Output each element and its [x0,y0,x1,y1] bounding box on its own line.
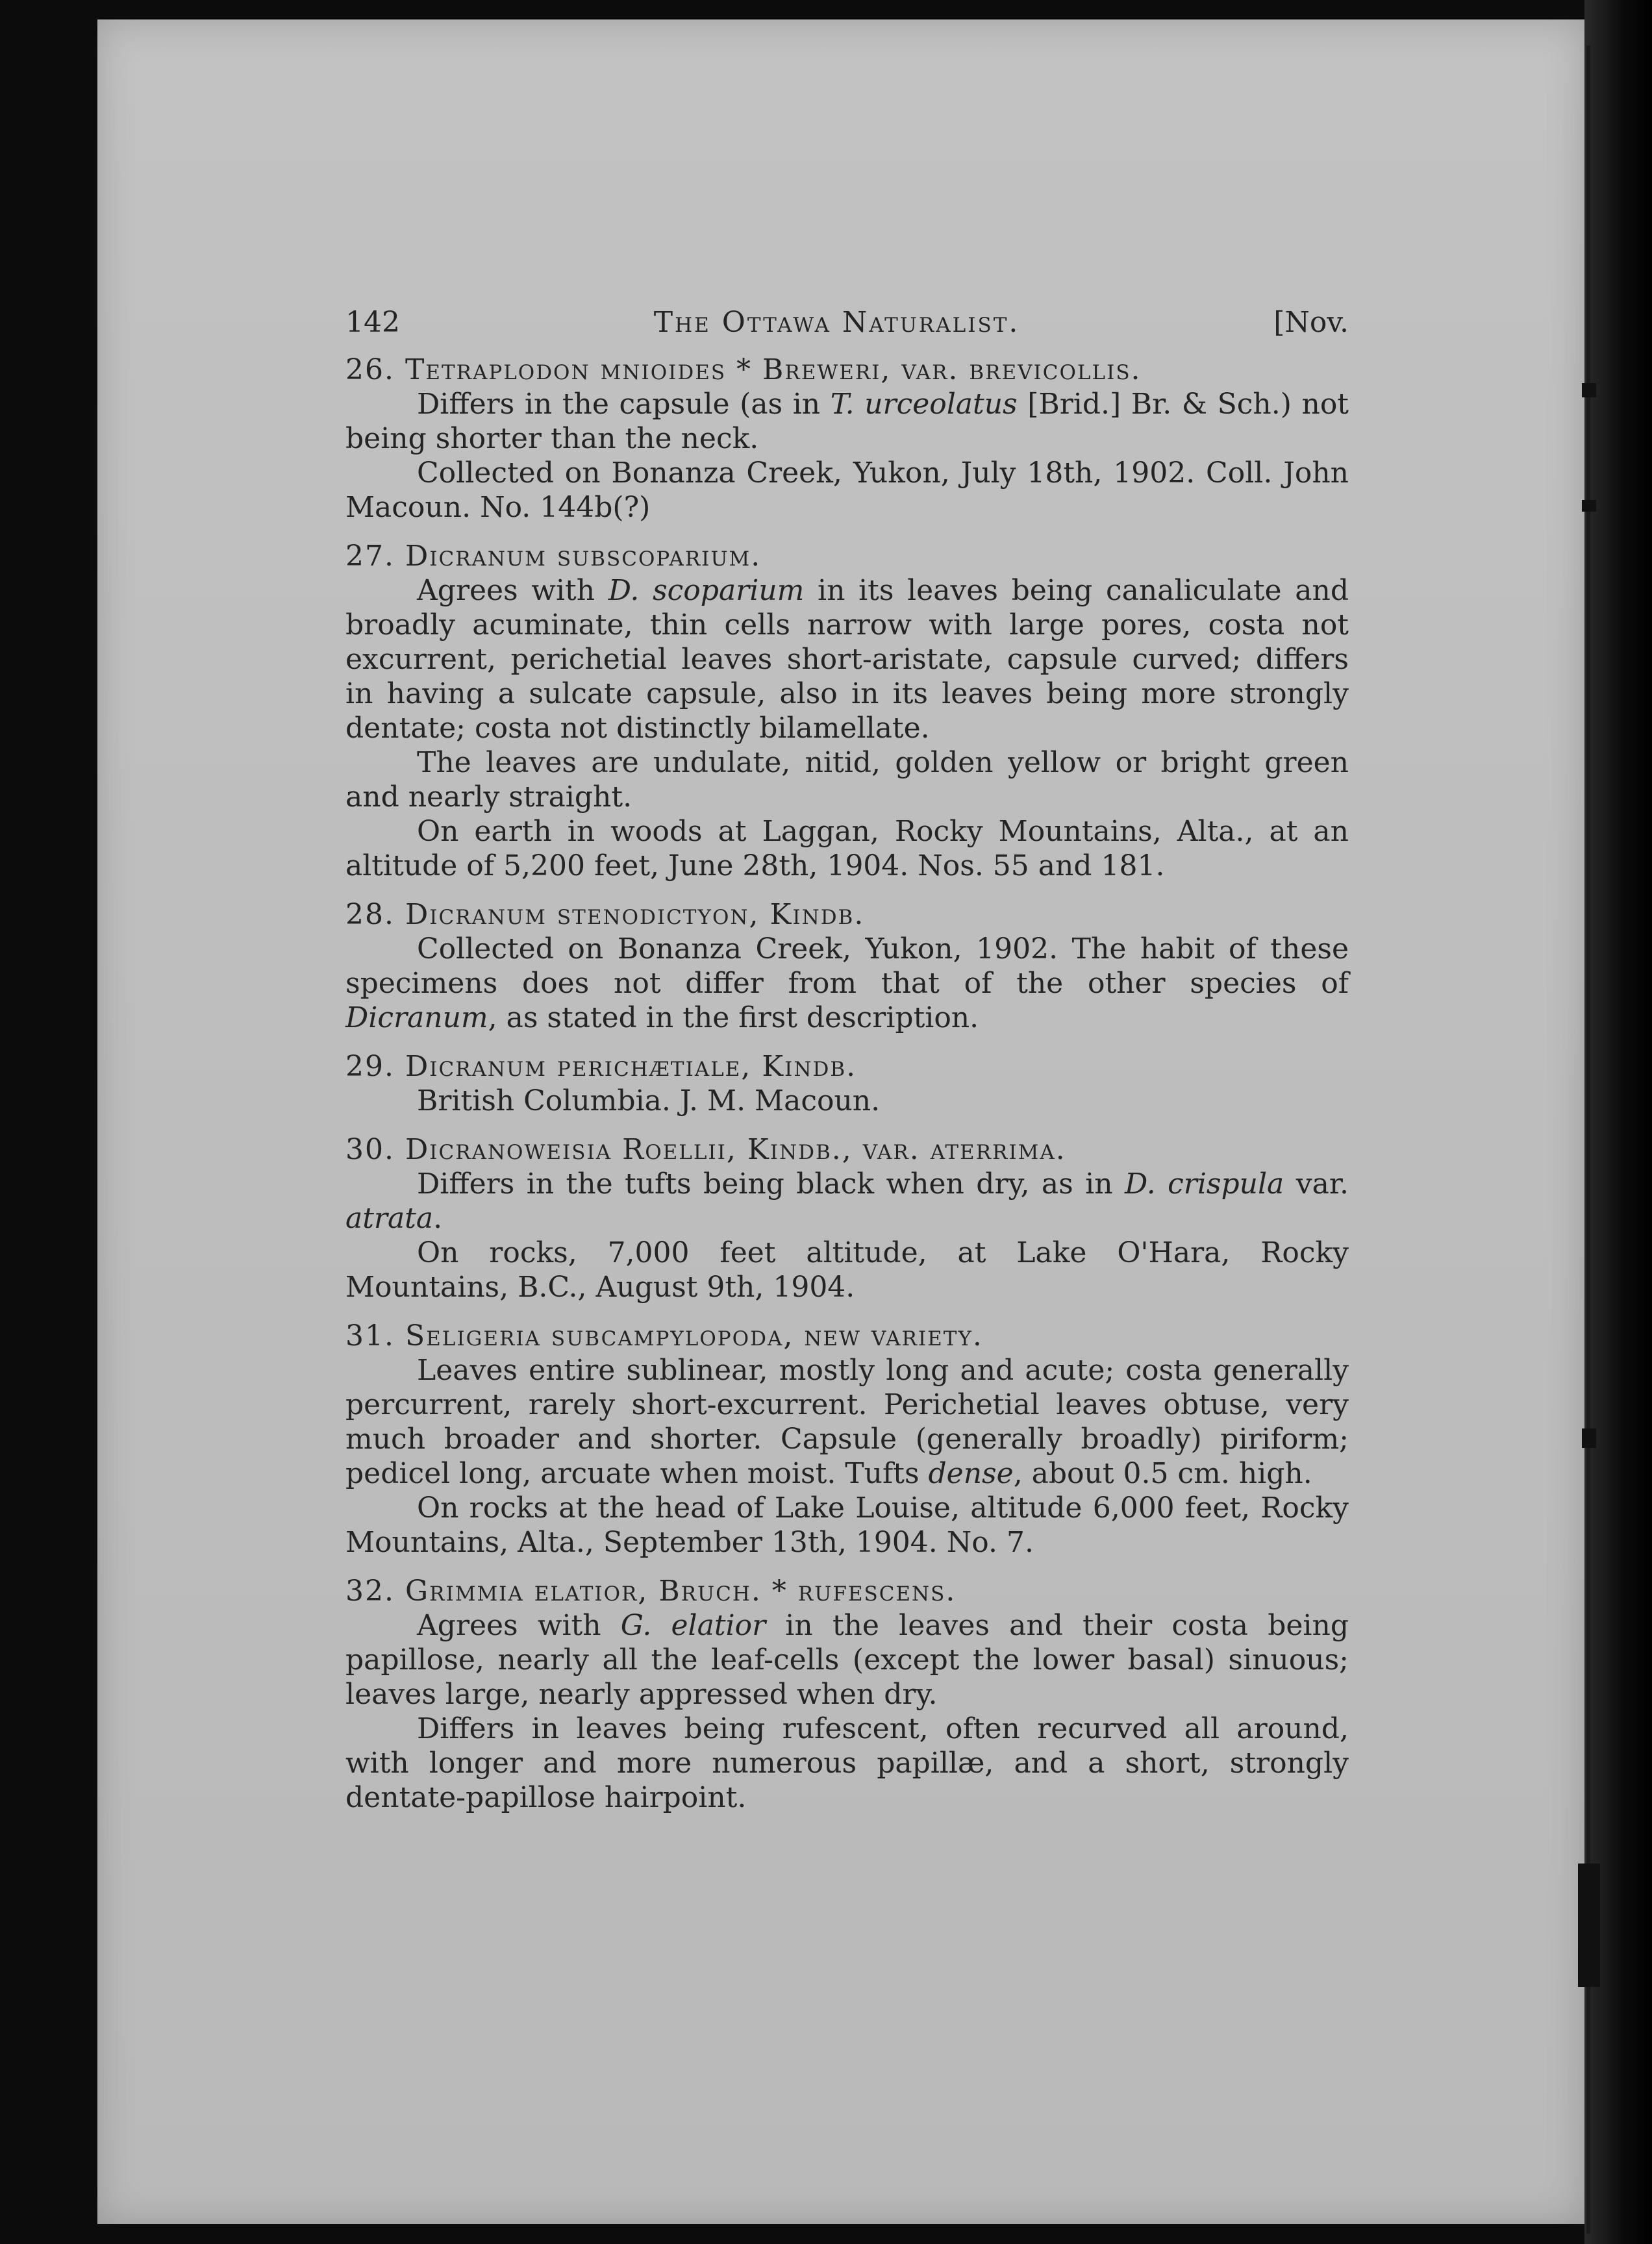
entry-paragraph [345,1167,1349,1236]
entry-paragraph: Collected on Bonanza Creek, Yukon, July 18th, 1902. Coll. John Macoun. No. 144b(?) [345,456,1349,524]
entry-paragraph [345,1353,1349,1491]
species-entry [345,1574,1349,1815]
entry-heading: 32. Grimmia elatior, Bruch. * rufescens. [345,1575,957,1608]
entry-paragraph: On earth in woods at Laggan, Rocky Mountains, Alta., at an altitude of 5,200 feet, June 28th, 1904. Nos. 55 and 181. [345,815,1349,882]
text-run: in its leaves being canaliculate and broadly acuminate, thin cells narrow with large pores, costa not excurrent, perichetial leaves short-aristate, capsule curved; differs in having a sulcate capsule, also in its leaves being more strongly dentate; costa not distinctly bilamellate. [345,574,1349,745]
running-header [345,305,1349,340]
text-run: , as stated in the first description. [488,1001,979,1034]
species-entry [345,1132,1349,1304]
italic-run: T. urceolatus [830,388,1018,421]
text-run: . [433,1202,443,1235]
entry-heading: 26. Tetraplodon mnioides * Breweri, var. brevicollis. [345,353,1142,386]
italic-run: Dicranum [345,1001,488,1034]
page-number: 142 [345,306,400,339]
text-run: Leaves entire sublinear, mostly long and acute; costa generally percurrent, rarely short-excurrent. Perichetial leaves obtuse, very much broader and shorter. Capsule (generally broadly) piriform; pedicel long, arcuate when moist. Tufts [345,1354,1349,1490]
text-run: Differs in the capsule (as in [417,388,831,421]
page-text [345,305,1349,1829]
species-entry [345,353,1349,525]
text-run: Agrees with [417,574,608,607]
spine-mark [1582,1428,1596,1448]
entry-paragraph [345,932,1349,1035]
text-run: [Brid.] Br. & Sch.) not being shorter than the neck. [345,388,1349,455]
journal-title: The Ottawa Naturalist. [653,306,1020,339]
text-run: Collected on Bonanza Creek, Yukon, 1902. The habit of these specimens does not differ from that of the other species of [345,932,1349,1000]
entry-paragraph: Differs in leaves being rufescent, often recurved all around, with longer and more numerous papillæ, and a short, strongly dentate-papillose hairpoint. [345,1712,1349,1814]
text-run: var. [1284,1167,1349,1201]
spine-mark [1578,1864,1600,1987]
spine-mark [1582,500,1596,512]
text-run: Differs in the tufts being black when dry, as in [417,1167,1125,1201]
entry-paragraph: On rocks at the head of Lake Louise, altitude 6,000 feet, Rocky Mountains, Alta., September 13th, 1904. No. 7. [345,1491,1349,1559]
text-run: in the leaves and their costa being papillose, nearly all the leaf-cells (except the lower basal) sinuous; leaves large, nearly appressed when dry. [345,1609,1349,1711]
species-entry [345,897,1349,1035]
entry-heading: 27. Dicranum subscoparium. [345,540,762,573]
entry-paragraph: On rocks, 7,000 feet altitude, at Lake O'Hara, Rocky Mountains, B.C., August 9th, 1904. [345,1236,1349,1304]
entry-paragraph: The leaves are undulate, nitid, golden yellow or bright green and nearly straight. [345,746,1349,814]
entry-heading: 30. Dicranoweisia Roellii, Kindb., var. aterrima. [345,1133,1066,1166]
entry-heading: 28. Dicranum stenodictyon, Kindb. [345,898,865,931]
italic-run: D. scoparium [608,574,805,607]
species-entry [345,1049,1349,1118]
spine-mark [1582,383,1596,397]
italic-run: dense [928,1457,1014,1490]
entry-paragraph [345,573,1349,745]
entry-paragraph [345,1608,1349,1712]
italic-run: D. crispula [1125,1167,1284,1201]
italic-run: atrata [345,1202,434,1235]
text-run: Agrees with [417,1609,621,1642]
entry-paragraph: British Columbia. J. M. Macoun. [417,1084,881,1117]
entry-heading: 31. Seligeria subcampylopoda, new variety. [345,1319,983,1353]
issue-month: [Nov. [1273,306,1349,339]
italic-run: G. elatior [620,1609,766,1642]
text-run: , about 0.5 cm. high. [1013,1457,1312,1490]
species-entry [345,539,1349,883]
entry-heading: 29. Dicranum perichætiale, Kindb. [345,1050,857,1083]
species-entry [345,1319,1349,1560]
entry-paragraph [345,387,1349,456]
